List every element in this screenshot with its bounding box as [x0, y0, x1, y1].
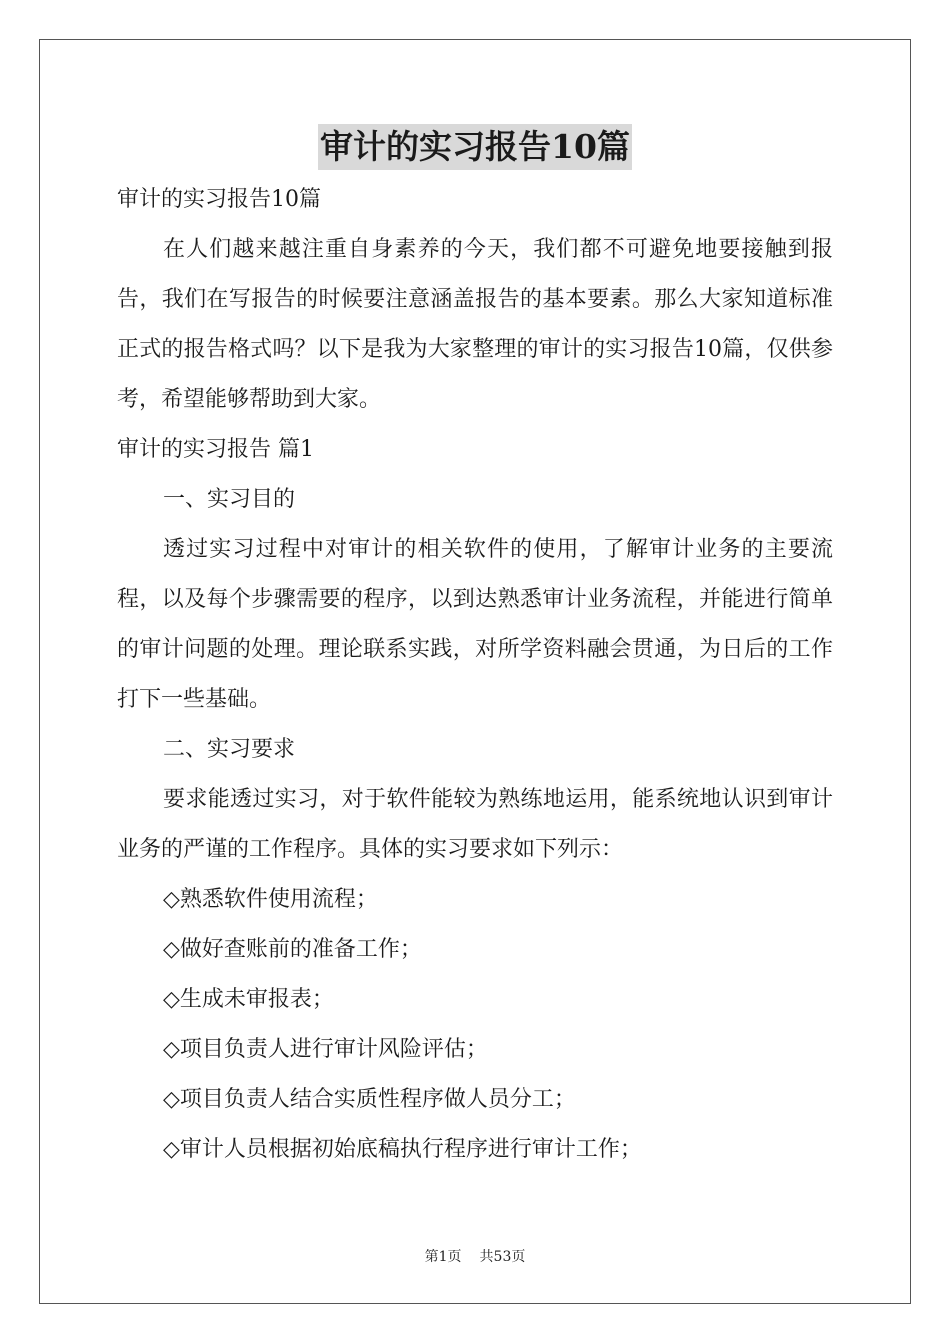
part2-paragraph: 要求能透过实习，对于软件能较为熟练地运用，能系统地认识到审计业务的严谨的工作程序。具体的实习要求如下列示： [117, 787, 833, 862]
document-title: 审计的实习报告10篇 [318, 124, 632, 170]
page-number: 第1页 [424, 1249, 462, 1265]
title-wrap [0, 124, 950, 170]
document-body [117, 175, 833, 1175]
intro-paragraph: 在人们越来越注重自身素养的今天，我们都不可避免地要接触到报告，我们在写报告的时候要注意涵盖报告的基本要素。那么大家知道标准正式的报告格式吗？以下是我为大家整理的审计的实习报告10篇，仅供参考，希望能够帮助到大家。 [117, 237, 833, 412]
document-subtitle: 审计的实习报告10篇 [117, 187, 321, 212]
list-item: ◇项目负责人进行审计风险评估； [163, 1037, 488, 1062]
page-total: 共53页 [479, 1249, 526, 1265]
part1-paragraph: 透过实习过程中对审计的相关软件的使用，了解审计业务的主要流程，以及每个步骤需要的程序，以到达熟悉审计业务流程，并能进行简单的审计问题的处理。理论联系实践，对所学资料融会贯通，为日后的工作打下一些基础。 [117, 537, 833, 712]
list-item: ◇审计人员根据初始底稿执行程序进行审计工作； [163, 1137, 642, 1162]
list-item: ◇熟悉软件使用流程； [163, 887, 378, 912]
list-item: ◇生成未审报表； [163, 987, 334, 1012]
part2-heading: 二、实习要求 [163, 737, 296, 762]
list-item: ◇项目负责人结合实质性程序做人员分工； [163, 1087, 576, 1112]
list-item: ◇做好查账前的准备工作； [163, 937, 422, 962]
part1-heading: 一、实习目的 [163, 487, 296, 512]
section-heading: 审计的实习报告 篇1 [117, 437, 314, 462]
requirements-list [117, 875, 833, 1175]
page-footer [0, 1246, 950, 1266]
